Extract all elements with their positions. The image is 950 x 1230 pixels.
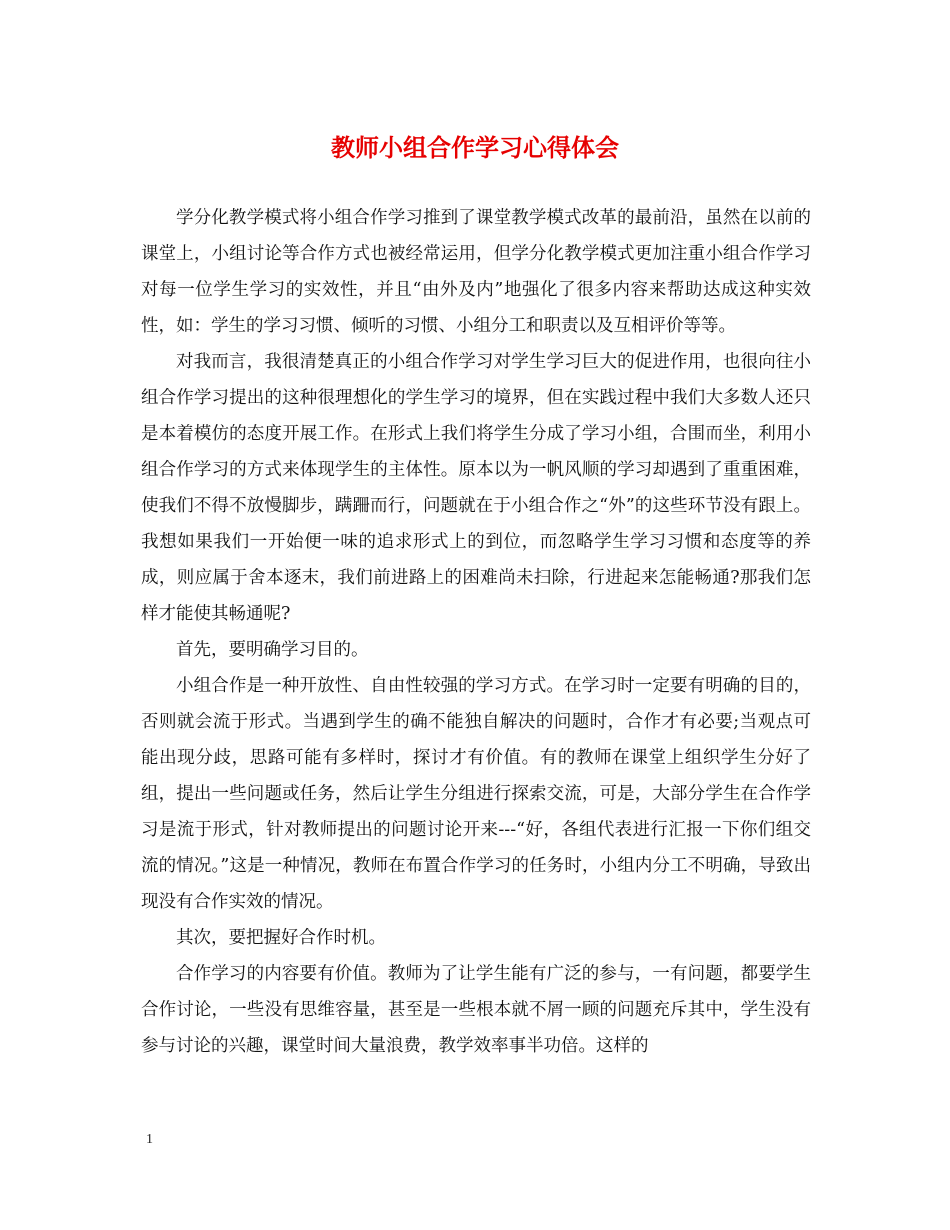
paragraph: 对我而言，我很清楚真正的小组合作学习对学生学习巨大的促进作用，也很向往小组合作学习提出的这种很理想化的学生学习的境界，但在实践过程中我们大多数人还只是本着模仿的态度开展工作。在形式上我们将学生分成了学习小组，合围而坐，利用小组合作学习的方式来体现学生的主体性。原本以为一帆风顺的学习却遇到了重重困难，使我们不得不放慢脚步，蹒跚而行，问题就在于小组合作之“外”的这些环节没有跟上。我想如果我们一开始便一味的追求形式上的到位，而忽略学生学习习惯和态度等的养成，则应属于舍本逐末，我们前进路上的困难尚未扫除，行进起来怎能畅通?那我们怎样才能使其畅通呢? (141, 352, 811, 624)
paragraph: 学分化教学模式将小组合作学习推到了课堂教学模式改革的最前沿，虽然在以前的课堂上，小组讨论等合作方式也被经常运用，但学分化教学模式更加注重小组合作学习对每一位学生学习的实效性，并且“由外及内”地强化了很多内容来帮助达成这种实效性，如：学生的学习习惯、倾听的习惯、小组分工和职责以及互相评价等等。 (141, 208, 811, 336)
paragraph: 首先，要明确学习目的。 (176, 640, 369, 660)
document-body (141, 200, 811, 1064)
page-number: 1 (146, 1132, 153, 1147)
document-title: 教师小组合作学习心得体会 (331, 134, 619, 162)
paragraph: 其次，要把握好合作时机。 (176, 928, 386, 948)
paragraph: 小组合作是一种开放性、自由性较强的学习方式。在学习时一定要有明确的目的，否则就会流于形式。当遇到学生的确不能独自解决的问题时，合作才有必要;当观点可能出现分歧，思路可能有多样时，探讨才有价值。有的教师在课堂上组织学生分好了组，提出一些问题或任务，然后让学生分组进行探索交流，可是，大部分学生在合作学习是流于形式，针对教师提出的问题讨论开来---“好，各组代表进行汇报一下你们组交流的情况。”这是一种情况，教师在布置合作学习的任务时，小组内分工不明确，导致出现没有合作实效的情况。 (141, 676, 811, 912)
paragraph: 合作学习的内容要有价值。教师为了让学生能有广泛的参与，一有问题，都要学生合作讨论，一些没有思维容量，甚至是一些根本就不屑一顾的问题充斥其中，学生没有参与讨论的兴趣，课堂时间大量浪费，教学效率事半功倍。这样的 (141, 964, 811, 1056)
